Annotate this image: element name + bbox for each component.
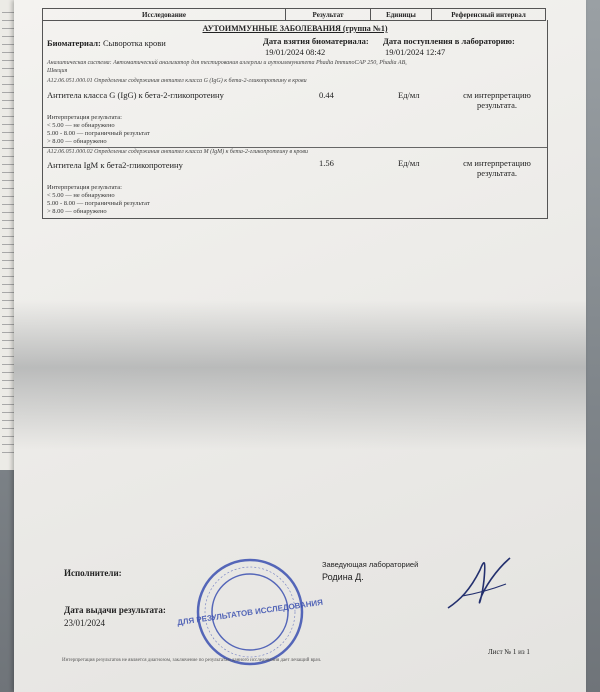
section-title: АУТОИММУННЫЕ ЗАБОЛЕВАНИЯ (группа №1)	[202, 24, 388, 33]
page-info: Лист № 1 из 1	[488, 648, 530, 656]
head-name: Родина Д.	[322, 572, 364, 582]
test-ref-line-2: результата.	[476, 100, 518, 110]
autoimmune-section	[42, 20, 548, 219]
test-ref-line-1: см интерпретацию	[463, 90, 531, 100]
interpretation-block	[47, 114, 150, 146]
received-label: Дата поступления в лабораторию:	[383, 36, 515, 46]
interp-line: 5.00 - 8.00 — пограничный результат	[47, 200, 150, 207]
test-result: 1.56	[319, 158, 334, 168]
test-ref-line-2: результата.	[476, 168, 518, 178]
interp-line: > 8.00 — обнаружено	[47, 138, 107, 145]
received-value: 19/01/2024 12:47	[385, 47, 446, 57]
analyzer-line-1: Аналитическая система: Автоматический анализатор для тестирования аллергии и аутоиммунитета Phadia ImmunoCAP 250, Phadia AB,	[47, 60, 407, 66]
row-divider	[43, 147, 547, 148]
test-ref-line-1: см интерпретацию	[463, 158, 531, 168]
test-result: 0.44	[319, 90, 334, 100]
analyzer-line-2: Швеция	[47, 68, 68, 74]
interpretation-block	[47, 184, 150, 216]
col-result-header: Результат	[286, 9, 371, 21]
interp-line: 5.00 - 8.00 — пограничный результат	[47, 130, 150, 137]
test-name: Антитела IgM к бета2-гликопротеину	[47, 160, 183, 170]
biomaterial	[47, 38, 166, 48]
interp-line: < 5.00 — не обнаружено	[47, 122, 115, 129]
test-ref	[451, 158, 543, 178]
interp-title: Интерпретация результата:	[47, 114, 122, 121]
test-name: Антитела класса G (IgG) к бета-2-гликопротеину	[47, 90, 224, 100]
collected-value: 19/01/2024 08:42	[265, 47, 326, 57]
test-code: A12.06.051.000.02 Определение содержания антител класса M (IgM) к бета-2-гликопротеину в крови	[47, 149, 308, 155]
interp-line: > 8.00 — обнаружено	[47, 208, 107, 215]
test-code: A12.06.051.000.01 Определение содержания антител класса G (IgG) к бета-2-гликопротеину в крови	[47, 78, 307, 84]
col-ref-header: Референсный интервал	[432, 9, 546, 21]
head-title: Заведующая лабораторией	[322, 560, 419, 569]
issue-date-value: 23/01/2024	[64, 618, 106, 628]
interp-title: Интерпретация результата:	[47, 184, 122, 191]
test-units: Ед/мл	[398, 158, 420, 168]
photo-shadow	[14, 300, 586, 450]
interp-line: < 5.00 — не обнаружено	[47, 192, 115, 199]
performers-label: Исполнители:	[64, 568, 122, 578]
test-units: Ед/мл	[398, 90, 420, 100]
test-ref	[451, 90, 543, 110]
col-units-header: Единицы	[371, 9, 432, 21]
signature	[440, 550, 520, 620]
issue-date-label: Дата выдачи результата:	[64, 605, 166, 615]
stamp-text: ДЛЯ РЕЗУЛЬТАТОВ ИССЛЕДОВАНИЯ	[176, 597, 324, 628]
biomaterial-label: Биоматериал:	[47, 38, 101, 48]
collected-label: Дата взятия биоматериала:	[263, 36, 369, 46]
disclaimer: Интерпретация результатов не является диагнозом, заключение по результатам данного исследования дает лечащий врач.	[62, 658, 322, 663]
col-test-header: Исследование	[43, 9, 286, 21]
biomaterial-value: Сыворотка крови	[103, 38, 166, 48]
